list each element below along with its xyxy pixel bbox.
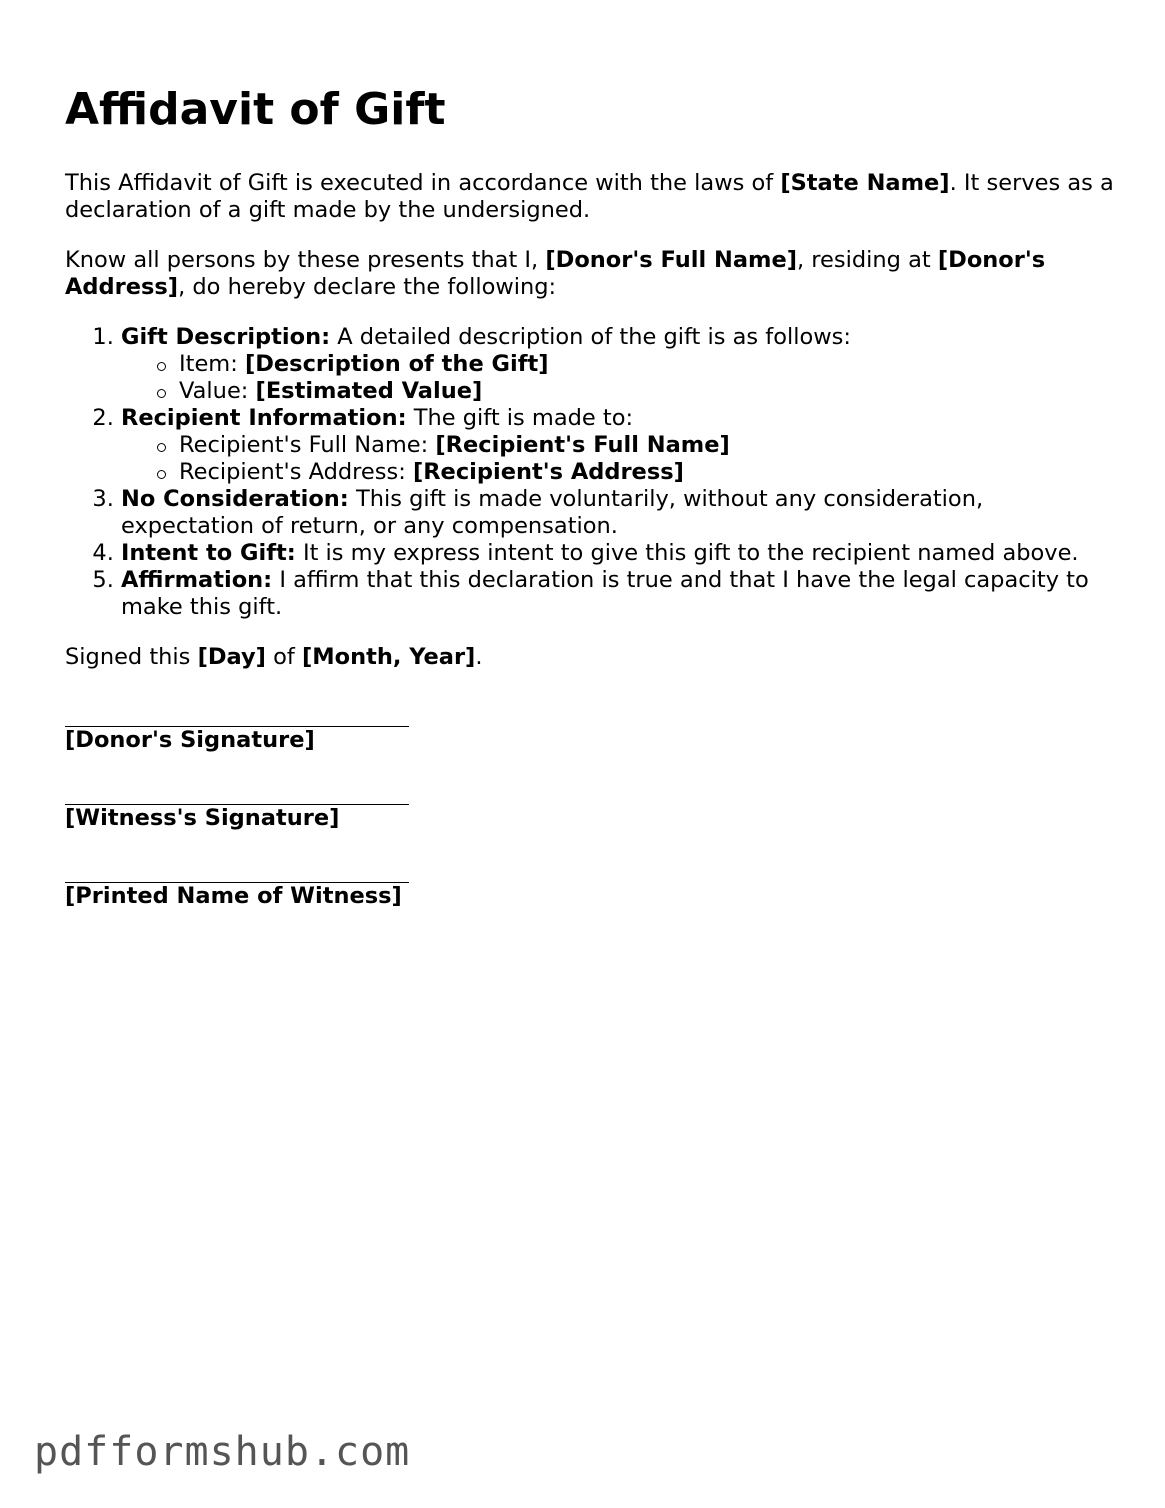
witness-signature-line: [65, 777, 409, 805]
intro-paragraph: [65, 170, 1115, 224]
witness-printed-name-block: [65, 855, 1115, 910]
declaration-text-after: , do hereby declare the following:: [178, 274, 557, 300]
document-title: Affidavit of Gift: [65, 84, 446, 135]
state-name-placeholder: [State Name]: [780, 170, 950, 196]
donor-signature-block: [65, 699, 1115, 754]
sub-item-label: Recipient's Full Name:: [179, 432, 436, 458]
gift-description-placeholder: [Description of the Gift]: [244, 351, 549, 377]
list-item-intent-to-gift: [121, 540, 1115, 567]
intro-text-after: . It serves as a declaration of a gift made by the undersigned.: [65, 170, 1114, 223]
item-text: A detailed description of the gift is as follows:: [330, 324, 851, 350]
sub-item-item: [179, 351, 1115, 378]
witness-printed-name-line: [65, 855, 409, 883]
donor-name-placeholder: [Donor's Full Name]: [545, 247, 797, 273]
signature-section: [65, 699, 1115, 910]
watermark-text: pdfformshub.com: [34, 1429, 411, 1475]
donor-signature-line: [65, 699, 409, 727]
sub-item-label: Value:: [179, 378, 256, 404]
sub-item-value: [179, 378, 1115, 405]
witness-printed-name-label: [Printed Name of Witness]: [65, 883, 402, 909]
list-item-no-consideration: [121, 486, 1115, 540]
declaration-text-before: Know all persons by these presents that I,: [65, 247, 546, 273]
declaration-paragraph: [65, 247, 1115, 301]
estimated-value-placeholder: [Estimated Value]: [255, 378, 483, 404]
signed-date-line: [65, 644, 1115, 671]
sub-item-recipient-address: [179, 459, 1115, 486]
item-text: It is my express intent to give this gift to the recipient named above.: [295, 540, 1079, 566]
sub-item-label: Item:: [179, 351, 245, 377]
sub-item-recipient-name: [179, 432, 1115, 459]
list-item-affirmation: [121, 567, 1115, 621]
witness-signature-block: [65, 777, 1115, 832]
item-text: The gift is made to:: [406, 405, 634, 431]
item-heading: Affirmation:: [121, 567, 273, 593]
donor-address-placeholder: [Donor's Address]: [65, 247, 1046, 300]
donor-signature-label: [Donor's Signature]: [65, 727, 315, 753]
sub-item-label: Recipient's Address:: [179, 459, 413, 485]
item-text: I affirm that this declaration is true and that I have the legal capacity to make this gift.: [121, 567, 1089, 620]
declaration-text-middle: , residing at: [797, 247, 938, 273]
recipient-name-placeholder: [Recipient's Full Name]: [435, 432, 730, 458]
list-item-recipient-information: [121, 405, 1115, 486]
list-item-gift-description: [121, 324, 1115, 405]
witness-signature-label: [Witness's Signature]: [65, 805, 340, 831]
month-year-placeholder: [Month, Year]: [301, 644, 476, 670]
item-text: This gift is made voluntarily, without any consideration, expectation of return, or any compensation.: [121, 486, 984, 539]
item-heading: Gift Description:: [121, 324, 331, 350]
item-heading: No Consideration:: [121, 486, 349, 512]
intro-text-before: This Affidavit of Gift is executed in accordance with the laws of: [65, 170, 781, 196]
recipient-sublist: [121, 432, 1115, 486]
declaration-list: [65, 324, 1115, 621]
item-heading: Recipient Information:: [121, 405, 407, 431]
recipient-address-placeholder: [Recipient's Address]: [412, 459, 684, 485]
item-heading: Intent to Gift:: [121, 540, 296, 566]
signed-text-middle: of: [265, 644, 302, 670]
signed-text-before: Signed this: [65, 644, 198, 670]
day-placeholder: [Day]: [197, 644, 266, 670]
document-page: [65, 82, 1115, 933]
signed-text-after: .: [475, 644, 483, 670]
gift-description-sublist: [121, 351, 1115, 405]
